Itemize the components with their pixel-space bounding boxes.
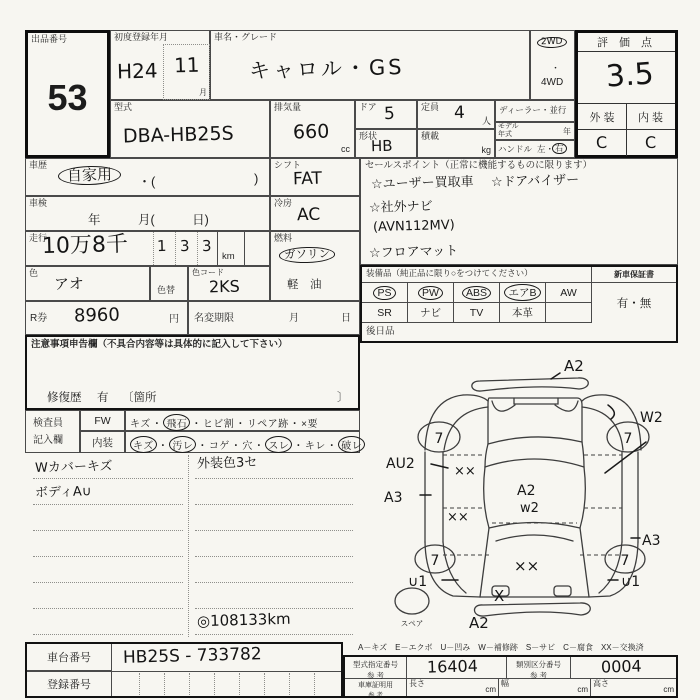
handle-left: 左・ xyxy=(537,144,555,154)
dealer-parallel-box xyxy=(495,100,575,122)
first-registration-month-cell xyxy=(163,44,210,100)
fw-condition-item: ×要 xyxy=(301,419,318,430)
sales-point-line: ☆ユーザー買取車 xyxy=(370,174,474,193)
ac-box xyxy=(270,196,360,231)
interior-condition-item: キズ xyxy=(130,436,157,453)
drive-2wd: 2WD xyxy=(537,37,567,49)
shape-box xyxy=(355,129,417,158)
handle-right: 右 xyxy=(552,143,567,154)
separator: ・ xyxy=(151,419,163,430)
damage-legend: A－キズ E－エクボ U－凹み W－補修跡 S－サビ C－腐食 XX－交換済 xyxy=(358,643,644,652)
repair-location-open: 〔箇所 xyxy=(122,392,157,404)
fuel-box xyxy=(270,231,360,301)
equipment-box xyxy=(360,265,678,343)
type-no-label-cell xyxy=(345,657,407,679)
year-suffix: 年 xyxy=(563,127,571,137)
first-registration-box xyxy=(110,30,210,100)
interior-items xyxy=(130,436,365,453)
fw-items-cell xyxy=(125,410,360,431)
mileage-box xyxy=(25,231,270,266)
ac-label: 冷房 xyxy=(274,198,293,208)
equipment-title-cell xyxy=(362,267,592,283)
separator: ・ xyxy=(326,441,338,452)
garage-label: 車庫証明用 xyxy=(358,682,393,689)
first-registration-value: H24 xyxy=(116,58,158,84)
equipment-item: TV xyxy=(454,303,500,323)
mark-rear-gate-x: X xyxy=(494,587,505,605)
type-no-value-cell xyxy=(407,657,507,679)
inspector-note: 外装色3セ xyxy=(196,455,258,472)
notes-area xyxy=(25,453,360,642)
type-no-label: 型式指定番号 xyxy=(353,660,398,669)
mark-right-side-a3: A3 xyxy=(642,533,661,549)
car-name-label: 車名・グレード xyxy=(214,32,278,42)
mark-left-front-xx: ×× xyxy=(454,464,476,479)
displacement-value: 660 xyxy=(292,120,330,144)
model-year-label2: 年式 xyxy=(498,131,512,138)
capacity-label: 定員 xyxy=(421,102,440,112)
type-class-box xyxy=(343,655,678,698)
car-name-value: キャロル・GS xyxy=(248,54,405,84)
color-code-box xyxy=(188,266,270,301)
ac-value: AC xyxy=(296,204,321,226)
separator: ・ xyxy=(230,441,242,452)
equipment-item: エアB xyxy=(500,283,546,303)
inspector-note: ボディA∪ xyxy=(34,484,92,501)
mark-left-side-a3: A3 xyxy=(384,490,403,506)
repair-history-label: 修復歴 xyxy=(47,392,82,404)
r-ticket-label: R券 xyxy=(30,313,48,324)
color-change-box xyxy=(150,266,188,301)
name-change-month: 月 xyxy=(289,313,299,324)
capacity-unit: 人 xyxy=(481,116,491,127)
notice-title: 注意事項申告欄（不具合内容等は具体的に記入して下さい） xyxy=(31,339,288,350)
shift-label: シフト xyxy=(274,160,302,170)
inspection-format: 年 月( 日) xyxy=(88,213,209,227)
notice-box xyxy=(25,335,360,410)
exterior-grade: C xyxy=(596,132,608,153)
mark-roof-w2: w2 xyxy=(520,501,539,516)
separator: ・ xyxy=(235,419,246,430)
interior-grade: C xyxy=(644,132,657,153)
mark-rear-window-xx: ×× xyxy=(514,557,540,575)
fuel-diesel: 軽 油 xyxy=(287,279,322,291)
repair-location-close: 〕 xyxy=(337,392,349,404)
warranty-label: 新車保証書 xyxy=(614,270,654,279)
class-no-value-cell xyxy=(571,657,676,679)
height-cell xyxy=(591,679,676,696)
score-label: 評 価 点 xyxy=(596,37,657,49)
load-label: 積載 xyxy=(421,131,440,141)
r-ticket-unit: 円 xyxy=(169,314,179,325)
color-value: アオ xyxy=(53,274,85,294)
damage-diagram xyxy=(368,345,698,635)
lot-number-label: 出品番号 xyxy=(31,34,68,44)
interior-grade-cell xyxy=(626,129,675,156)
wheel-tread-mark: 7 xyxy=(434,431,444,447)
shape-label: 形状 xyxy=(359,131,378,141)
width-cell xyxy=(499,679,591,696)
history-value: 自家用 xyxy=(58,165,121,186)
first-registration-month: 11 xyxy=(173,52,200,78)
equipment-item: SR xyxy=(362,303,408,323)
sales-point-line: ☆社外ナビ xyxy=(368,199,433,216)
mark-left-u1: ∪1 xyxy=(408,574,428,590)
exterior-grade-cell xyxy=(578,129,627,156)
shift-value: FAT xyxy=(292,168,323,190)
separator: ・ xyxy=(253,441,265,452)
history-paren-open: ・( xyxy=(138,174,156,189)
mileage-value: 10万8千 xyxy=(41,231,129,260)
length-cell xyxy=(407,679,499,696)
displacement-unit: cc xyxy=(341,144,350,155)
load-unit: kg xyxy=(481,145,491,156)
capacity-value: 4 xyxy=(453,102,466,124)
equipment-item: ABS xyxy=(454,283,500,303)
load-box xyxy=(417,129,495,158)
interior-header xyxy=(626,103,675,130)
color-box xyxy=(25,266,150,301)
registration-label-cell xyxy=(27,671,112,696)
fw-condition-item: リペア跡 xyxy=(246,419,289,430)
sales-point-line: ☆フロアマット xyxy=(368,243,459,262)
history-label: 車歴 xyxy=(29,160,48,170)
ref-label: 参 考 xyxy=(529,671,548,680)
interior-condition-item: スレ xyxy=(265,436,292,453)
drive-type-box xyxy=(530,30,575,100)
drive-dot: ・ xyxy=(551,63,561,73)
mileage-digit-3: 3 xyxy=(201,236,212,256)
equipment-item: ナビ xyxy=(408,303,454,323)
interior-label: 内 装 xyxy=(637,112,664,124)
name-change-label: 名変期限 xyxy=(194,313,234,324)
interior-condition-item: 穴 xyxy=(242,441,253,452)
r-ticket-box xyxy=(25,301,188,335)
mileage-label: 走行 xyxy=(29,233,48,243)
history-paren-close: ) xyxy=(254,171,259,186)
length-label: 長さ xyxy=(409,679,425,688)
sales-point-line: (AVN112MV) xyxy=(372,217,455,236)
separator: ・ xyxy=(197,441,208,452)
ref-label: 参 考 xyxy=(366,671,385,680)
fw-label: FW xyxy=(94,414,111,427)
exterior-label: 外 装 xyxy=(589,112,615,124)
history-box xyxy=(25,158,270,196)
dealer-parallel-label: ディーラー・並行 xyxy=(499,105,567,115)
model-code-value: DBA-HB25S xyxy=(122,122,234,148)
separator: ・ xyxy=(289,419,301,430)
score-value: 3.5 xyxy=(604,56,655,95)
doors-value: 5 xyxy=(383,103,396,125)
interior-condition-item: 破レ xyxy=(338,436,365,453)
mileage-digit-1: 1 xyxy=(156,236,167,256)
inspection-box xyxy=(25,196,270,231)
fw-items xyxy=(130,414,318,431)
mark-rear-bumper: A2 xyxy=(469,614,489,632)
registration-empty-cells xyxy=(139,673,339,695)
registration-label: 登録番号 xyxy=(47,678,91,691)
warranty-value-cell xyxy=(592,283,676,323)
model-year-label1: モデル xyxy=(498,123,519,130)
spare-tire-label: スペア xyxy=(400,619,424,628)
color-label: 色 xyxy=(29,268,39,278)
displacement-box xyxy=(270,100,355,158)
model-code-box xyxy=(110,100,270,158)
odometer-note: ◎108133km xyxy=(196,609,291,631)
warranty-header xyxy=(592,267,676,283)
cm-unit: cm xyxy=(485,685,496,695)
color-code-value: 2KS xyxy=(208,276,241,297)
equipment-item: 本革 xyxy=(500,303,546,323)
sales-point-title: セールスポイント（正常に機能するものに限ります） xyxy=(365,160,593,171)
month-suffix: 月 xyxy=(199,88,207,98)
chassis-label: 車台番号 xyxy=(47,652,91,664)
handle-label: ハンドル xyxy=(498,144,533,154)
fw-condition-item: 飛石 xyxy=(163,414,190,431)
mark-right-front-fender: W2 xyxy=(640,410,663,426)
mark-front-bumper: A2 xyxy=(564,357,584,375)
type-no-value: 16404 xyxy=(426,656,479,677)
mileage-unit: km xyxy=(222,250,235,262)
score-box xyxy=(575,30,678,158)
interior-key-cell xyxy=(80,431,125,453)
chassis-box xyxy=(25,642,343,698)
mark-roof-a2: A2 xyxy=(517,483,536,499)
garage-label-cell xyxy=(345,679,407,699)
inspector-label-2: 記入欄 xyxy=(33,435,63,446)
wheel-tread-mark: 7 xyxy=(620,553,630,569)
capacity-box xyxy=(417,100,495,129)
score-title-cell xyxy=(578,33,675,52)
fw-key-cell xyxy=(80,410,125,431)
class-no-value: 0004 xyxy=(600,656,642,677)
doors-label: ドア xyxy=(359,102,377,112)
equipment-item: AW xyxy=(546,283,592,303)
class-no-label: 類別区分番号 xyxy=(516,660,561,669)
interior-condition-item: キレ xyxy=(304,441,326,452)
model-code-label: 型式 xyxy=(114,102,133,112)
mark-left-front-fender: AU2 xyxy=(386,456,415,472)
interior-row-label: 内装 xyxy=(92,436,113,449)
lot-number-value: 53 xyxy=(47,77,88,118)
fw-condition-item: ヒビ割 xyxy=(202,419,235,430)
separator: ・ xyxy=(157,441,169,452)
sales-point-line: ☆ドアバイザー xyxy=(490,172,580,191)
handle-box xyxy=(495,140,575,158)
inspector-note: Wカバーキズ xyxy=(34,458,113,477)
fw-condition-item: キズ xyxy=(130,419,151,430)
cm-unit: cm xyxy=(577,685,588,695)
equipment-title: 装備品（純正品に限り○をつけてください） xyxy=(366,268,533,278)
chassis-label-cell xyxy=(27,644,112,671)
mark-left-rear-xx: ×× xyxy=(447,510,469,525)
width-label: 幅 xyxy=(501,679,509,688)
class-no-label-cell xyxy=(507,657,571,679)
first-registration-label: 初度登録年月 xyxy=(114,32,169,42)
equipment-row-1 xyxy=(362,283,592,303)
name-change-box xyxy=(188,301,360,335)
later-items-label: 後日品 xyxy=(366,326,395,337)
color-change-label: 色替 xyxy=(157,285,176,296)
equipment-item xyxy=(546,303,592,323)
name-change-day: 日 xyxy=(341,313,351,324)
chassis-value: HB25S - 733782 xyxy=(122,644,262,668)
warranty-value: 有・無 xyxy=(616,298,652,310)
fuel-gasoline: ガソリン xyxy=(279,246,335,263)
mileage-digit-2: 3 xyxy=(179,236,190,256)
exterior-header xyxy=(578,103,627,130)
lot-number-box xyxy=(25,30,110,158)
mark-right-u1: ∪1 xyxy=(621,574,641,590)
shape-value: HB xyxy=(370,136,393,156)
wheel-tread-mark: 7 xyxy=(430,553,440,569)
separator: ・ xyxy=(191,419,202,430)
interior-condition-item: コゲ xyxy=(208,441,230,452)
interior-items-cell xyxy=(125,431,363,453)
inspector-label-cell xyxy=(25,410,80,453)
doors-box xyxy=(355,100,417,129)
sales-point-box xyxy=(360,158,678,265)
model-year-box xyxy=(495,122,575,140)
color-code-label: 色コード xyxy=(192,268,224,277)
repair-history-value: 有 xyxy=(97,392,109,404)
inspection-label: 車検 xyxy=(29,198,48,208)
wheel-tread-mark: 7 xyxy=(623,431,633,447)
drive-4wd: 4WD xyxy=(541,77,564,88)
car-name-box xyxy=(210,30,530,100)
fuel-label: 燃料 xyxy=(274,233,293,243)
equipment-item: PW xyxy=(408,283,454,303)
cm-unit: cm xyxy=(663,685,674,695)
displacement-label: 排気量 xyxy=(274,102,302,112)
height-label: 高さ xyxy=(593,679,609,688)
equipment-row-2 xyxy=(362,303,592,323)
separator: ・ xyxy=(293,441,304,452)
ref-label: 参 考 xyxy=(368,692,383,699)
shift-box xyxy=(270,158,360,196)
inspector-label-1: 検査員 xyxy=(33,418,63,429)
interior-condition-item: 汚レ xyxy=(169,436,196,453)
r-ticket-value: 8960 xyxy=(73,304,121,327)
equipment-item: PS xyxy=(362,283,408,303)
